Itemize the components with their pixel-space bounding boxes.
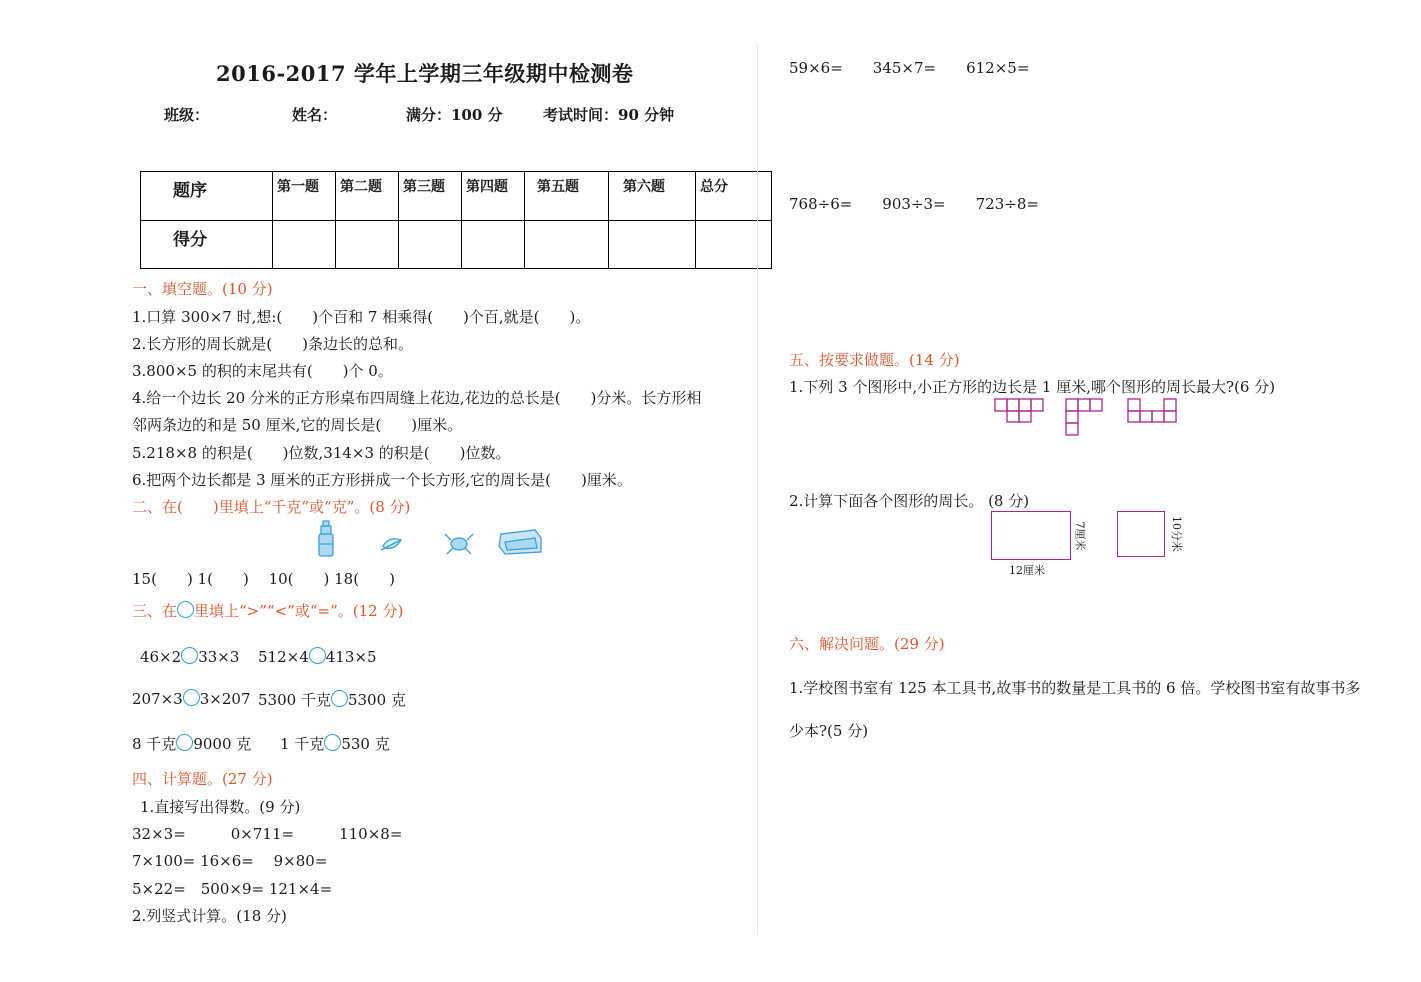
section-3-title bbox=[132, 600, 403, 621]
score-table-header-cell: 第五题 bbox=[525, 172, 609, 221]
score-table-header-cell: 第六题 bbox=[609, 172, 696, 221]
bottle-icon bbox=[319, 521, 333, 556]
section-6-title: 六、解决问题。(29 分) bbox=[789, 635, 945, 653]
score-cell[interactable] bbox=[609, 221, 696, 269]
question-1-1: 1.口算 300×7 时,想:( )个百和 7 相乘得( )个百,就是( )。 bbox=[132, 308, 591, 326]
compare-item bbox=[132, 733, 251, 754]
page-title: 2016-2017 学年上学期三年级期中检测卷 bbox=[216, 61, 634, 86]
compare-circle[interactable] bbox=[324, 734, 341, 751]
question-1-3: 3.800×5 的积的末尾共有( )个 0。 bbox=[132, 362, 393, 380]
question-5-1: 1.下列 3 个图形中,小正方形的边长是 1 厘米,哪个图形的周长最大?(6 分) bbox=[789, 378, 1276, 396]
score-table-header-cell: 第三题 bbox=[399, 172, 462, 221]
grid-figure-2 bbox=[1066, 399, 1102, 435]
question-6-1-cont: 少本?(5 分) bbox=[789, 722, 869, 740]
compare-circle[interactable] bbox=[181, 647, 198, 664]
compare-left: 46×2 bbox=[140, 648, 182, 666]
score-table-header-cell: 第二题 bbox=[336, 172, 399, 221]
exam-time: 考试时间：90 分钟 bbox=[543, 106, 675, 124]
question-1-5: 5.218×8 的积是( )位数,314×3 的积是( )位数。 bbox=[132, 444, 511, 462]
section-1-title: 一、填空题。(10 分) bbox=[132, 280, 273, 298]
sofa-icon bbox=[499, 530, 541, 554]
compare-circle[interactable] bbox=[309, 647, 326, 664]
compare-right: 9000 克 bbox=[193, 735, 252, 753]
score-cell[interactable] bbox=[525, 221, 609, 269]
full-score: 满分：100 分 bbox=[406, 106, 503, 124]
grid-figure-3 bbox=[1128, 399, 1176, 422]
question-1-4-cont: 邻两条边的和是 50 厘米,它的周长是( )厘米。 bbox=[132, 416, 463, 434]
column-divider bbox=[757, 45, 758, 935]
question-1-6: 6.把两个边长都是 3 厘米的正方形拼成一个长方形,它的周长是( )厘米。 bbox=[132, 471, 632, 489]
compare-circle[interactable] bbox=[331, 690, 348, 707]
compare-item bbox=[280, 733, 390, 754]
square-figure bbox=[1117, 511, 1165, 557]
name-label: 姓名： bbox=[292, 106, 338, 124]
score-table bbox=[140, 171, 772, 269]
score-table-header-cell: 第一题 bbox=[273, 172, 336, 221]
compare-right: 33×3 bbox=[198, 648, 240, 666]
section-4-sub-1: 1.直接写出得数。(9 分) bbox=[140, 798, 301, 816]
score-cell[interactable] bbox=[336, 221, 399, 269]
question-5-2: 2.计算下面各个图形的周长。 (8 分) bbox=[789, 492, 1030, 510]
score-table-header-cell: 题序 bbox=[141, 172, 273, 221]
question-6-1: 1.学校图书室有 125 本工具书,故事书的数量是工具书的 6 倍。学校图书室有故事书多 bbox=[789, 679, 1361, 697]
calc-row: 32×3= 0×711= 110×8= bbox=[132, 825, 403, 843]
compare-left: 1 千克 bbox=[280, 735, 325, 753]
rect-height-label: 7厘米 bbox=[1073, 521, 1087, 551]
vertical-calc-row: 768÷6= 903÷3= 723÷8= bbox=[789, 195, 1039, 213]
vertical-calc-row: 59×6= 345×7= 612×5= bbox=[789, 59, 1030, 77]
rect-width-label: 12厘米 bbox=[1009, 564, 1045, 577]
grid-figure-1 bbox=[995, 399, 1043, 422]
calc-row: 7×100= 16×6= 9×80= bbox=[132, 852, 328, 870]
score-cell[interactable] bbox=[273, 221, 336, 269]
section-5-title: 五、按要求做题。(14 分) bbox=[789, 351, 960, 369]
compare-left: 512×4 bbox=[258, 648, 309, 666]
grid-figures bbox=[994, 398, 1184, 438]
score-row-label: 得分 bbox=[141, 221, 273, 269]
compare-right: 5300 克 bbox=[347, 691, 406, 709]
compare-item bbox=[258, 689, 406, 710]
circle-icon bbox=[177, 601, 194, 618]
insect-icon bbox=[445, 534, 473, 554]
compare-item bbox=[140, 647, 239, 666]
class-label: 班级： bbox=[164, 106, 210, 124]
section-3-title-pre: 三、在 bbox=[132, 602, 178, 620]
compare-right: 413×5 bbox=[325, 648, 377, 666]
question-1-2: 2.长方形的周长就是( )条边长的总和。 bbox=[132, 335, 414, 353]
compare-left: 8 千克 bbox=[132, 735, 177, 753]
section-2-title: 二、在( )里填上“千克”或“克”。(8 分) bbox=[132, 498, 411, 516]
compare-left: 5300 千克 bbox=[258, 691, 331, 709]
score-cell[interactable] bbox=[462, 221, 525, 269]
score-cell[interactable] bbox=[696, 221, 772, 269]
score-cell[interactable] bbox=[399, 221, 462, 269]
question-1-4: 4.给一个边长 20 分米的正方形桌布四周缝上花边,花边的总长是( )分米。长方形相 bbox=[132, 389, 702, 407]
section-4-sub-2: 2.列竖式计算。(18 分) bbox=[132, 907, 287, 925]
compare-item bbox=[258, 647, 377, 666]
score-table-header-cell: 第四题 bbox=[462, 172, 525, 221]
compare-right: 530 克 bbox=[341, 735, 390, 753]
compare-right: 3×207 bbox=[199, 690, 251, 708]
section-3-title-post: 里填上“>”“<”或“=”。(12 分) bbox=[194, 602, 404, 620]
section-2-answers: 15( ) 1( ) 10( ) 18( ) bbox=[132, 570, 395, 588]
rectangle-figure bbox=[991, 511, 1071, 560]
compare-left: 207×3 bbox=[132, 690, 183, 708]
score-table-header-cell: 总分 bbox=[696, 172, 772, 221]
calc-row: 5×22= 500×9= 121×4= bbox=[132, 880, 333, 898]
compare-circle[interactable] bbox=[183, 689, 200, 706]
weight-pictures bbox=[313, 520, 548, 562]
compare-item bbox=[132, 689, 251, 708]
compare-circle[interactable] bbox=[176, 734, 193, 751]
leaf-icon bbox=[381, 539, 401, 550]
section-4-title: 四、计算题。(27 分) bbox=[132, 770, 273, 788]
square-side-label: 10分米 bbox=[1170, 516, 1183, 552]
